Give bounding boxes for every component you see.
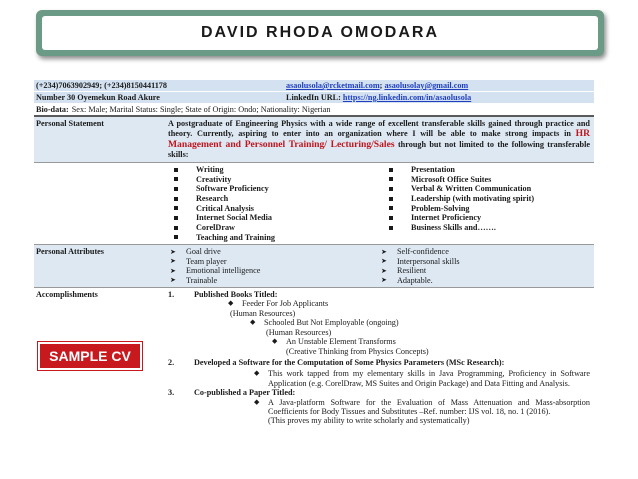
name-banner-inner	[42, 16, 598, 50]
book-note: (Human Resources)	[266, 327, 332, 337]
skills-column-left	[164, 165, 379, 242]
arrow-bullet-icon: ➤	[381, 257, 387, 266]
bullet-icon	[389, 216, 393, 220]
item-title: Co-published a Paper Titled:	[194, 388, 296, 398]
email-link-primary[interactable]: asaolusola@rcketmail.com	[286, 80, 380, 90]
skill-item: Research	[164, 194, 379, 204]
accomplishment-item-1	[168, 290, 590, 356]
skill-item: Microsoft Office Suites	[379, 175, 594, 185]
bullet-icon	[389, 206, 393, 210]
address: Number 30 Oyemekun Road Akure	[36, 92, 160, 102]
contact-row-1	[34, 80, 594, 92]
biodata-text: Sex: Male; Marital Status: Single; State of Origin: Ondo; Nationality: Nigerian	[71, 104, 331, 114]
bullet-icon	[174, 235, 178, 239]
skill-item: Creativity	[164, 175, 379, 185]
attribute-item: ➤ Adaptable.	[381, 275, 433, 285]
cv-name-title: DAVID RHODA OMODARA	[201, 24, 439, 41]
linkedin-link[interactable]: https://ng.linkedin.com/in/asaolusola	[342, 92, 472, 102]
diamond-bullet-icon: ◆	[272, 337, 278, 346]
attribute-item: ➤ Goal drive	[170, 247, 221, 257]
item-number: 1.	[168, 289, 175, 299]
skill-item: Verbal & Written Communication	[379, 184, 594, 194]
item-number: 2.	[168, 357, 175, 367]
arrow-bullet-icon: ➤	[170, 266, 176, 275]
email-link-secondary[interactable]: asaolusolay@gmail.com	[384, 80, 469, 90]
diamond-bullet-icon: ◆	[228, 299, 234, 308]
personal-statement-row	[34, 117, 594, 163]
skills-column-right	[379, 165, 594, 242]
accomplishment-item-3	[168, 388, 590, 426]
skills-row	[34, 163, 594, 245]
biodata-row	[34, 104, 594, 117]
bullet-icon	[389, 177, 393, 181]
skill-item: Presentation	[379, 165, 594, 175]
accomplishments-label: Accomplishments	[36, 289, 98, 299]
book-entry: ◆ Schooled But Not Employable (ongoing)	[250, 318, 399, 328]
bullet-icon	[174, 168, 178, 172]
personal-statement-content	[164, 117, 594, 162]
item-note: (This proves my ability to write scholarly and systematically)	[268, 416, 470, 426]
skill-item: Problem-Solving	[379, 204, 594, 214]
sample-cv-badge: SAMPLE CV	[38, 342, 142, 370]
personal-statement-label: Personal Statement	[36, 119, 104, 128]
diamond-bullet-icon: ◆	[254, 369, 260, 378]
attribute-item: ➤ Team player	[170, 256, 227, 266]
email-addresses	[280, 81, 594, 90]
bullet-icon	[174, 187, 178, 191]
contact-block	[34, 80, 594, 104]
statement-text-after: through but not limited to the following transferable skills:	[168, 140, 591, 160]
skill-item: Critical Analysis	[164, 204, 379, 214]
personal-attributes-list	[164, 245, 594, 287]
skills-list	[164, 163, 594, 244]
attribute-item: ➤ Trainable	[170, 275, 218, 285]
cv-document	[34, 80, 594, 428]
bullet-icon	[174, 197, 178, 201]
name-banner	[36, 10, 604, 56]
biodata-label: Bio-data:	[36, 104, 69, 114]
linkedin-label: LinkedIn URL:	[286, 92, 341, 102]
diamond-bullet-icon: ◆	[254, 397, 260, 406]
personal-attributes-row	[34, 245, 594, 288]
attributes-column-left	[168, 247, 379, 285]
diamond-bullet-icon: ◆	[250, 318, 256, 327]
attribute-item: ➤ Resilient	[381, 266, 427, 276]
item-title: Published Books Titled:	[194, 289, 278, 299]
bullet-icon	[174, 177, 178, 181]
book-note: (Human Resources)	[230, 308, 296, 318]
bullet-icon	[389, 226, 393, 230]
item-number: 3.	[168, 388, 175, 398]
attribute-item: ➤ Emotional intelligence	[170, 266, 261, 276]
bullet-icon	[174, 226, 178, 230]
bullet-icon	[389, 187, 393, 191]
arrow-bullet-icon: ➤	[170, 257, 176, 266]
linkedin	[280, 93, 594, 102]
bullet-icon	[389, 197, 393, 201]
statement-highlight: HR Management and Personnel Training/ Lecturing/Sales	[168, 128, 591, 151]
arrow-bullet-icon: ➤	[170, 276, 176, 285]
skill-item: Writing	[164, 165, 379, 175]
skills-label-spacer	[34, 163, 164, 244]
arrow-bullet-icon: ➤	[170, 247, 176, 256]
phone-numbers: (+234)7063902949; (+234)8150441178	[36, 80, 167, 90]
statement-text-before: A postgraduate of Engineering Physics with a wide range of excellent transferable skills gained through practice and theory. Currently, aspiring to enter into an organization where I will be able to make strong impacts in	[168, 119, 590, 139]
book-entry: ◆ An Unstable Element Transforms	[272, 337, 396, 347]
arrow-bullet-icon: ➤	[381, 266, 387, 275]
personal-attributes-label: Personal Attributes	[36, 247, 104, 257]
skill-item: Internet Social Media	[164, 213, 379, 223]
bullet-icon	[174, 216, 178, 220]
accomplishment-item-2	[168, 358, 590, 388]
item-description: This work tapped from my elementary skills in Java Programming, Proficiency in Software Application (e.g. CorelDraw, MS Suites and Origin Package) and Data Fitting and Analysis.	[268, 369, 590, 388]
arrow-bullet-icon: ➤	[381, 247, 387, 256]
attribute-item: ➤ Interpersonal skills	[381, 256, 460, 266]
attribute-item: ➤ Self-confidence	[381, 247, 449, 257]
skill-item: CorelDraw	[164, 223, 379, 233]
personal-statement-text	[168, 119, 590, 160]
bullet-icon	[389, 168, 393, 172]
book-note: (Creative Thinking from Physics Concepts)	[286, 346, 429, 356]
bullet-icon	[174, 206, 178, 210]
book-entry: ◆ Feeder For Job Applicants	[228, 299, 329, 309]
skill-item: Internet Proficiency	[379, 213, 594, 223]
skill-item: Leadership (with motivating spirit)	[379, 194, 594, 204]
skill-item: Software Proficiency	[164, 184, 379, 194]
email-separator: ;	[379, 80, 383, 90]
arrow-bullet-icon: ➤	[381, 276, 387, 285]
skill-item: Teaching and Training	[164, 233, 379, 243]
item-description: A Java-platform Software for the Evaluation of Mass Attenuation and Mass-absorption Coefficients for Body Tissues and Substitutes –Ref. number: IJS vol. 18, no. 1 (2016).	[268, 397, 590, 417]
accomplishments-content	[164, 288, 594, 428]
skill-item: Business Skills and…….	[379, 223, 594, 233]
item-title: Developed a Software for the Computation of Some Physics Parameters (MSc Research):	[194, 357, 505, 367]
contact-row-2	[34, 92, 594, 104]
attributes-column-right	[379, 247, 590, 285]
